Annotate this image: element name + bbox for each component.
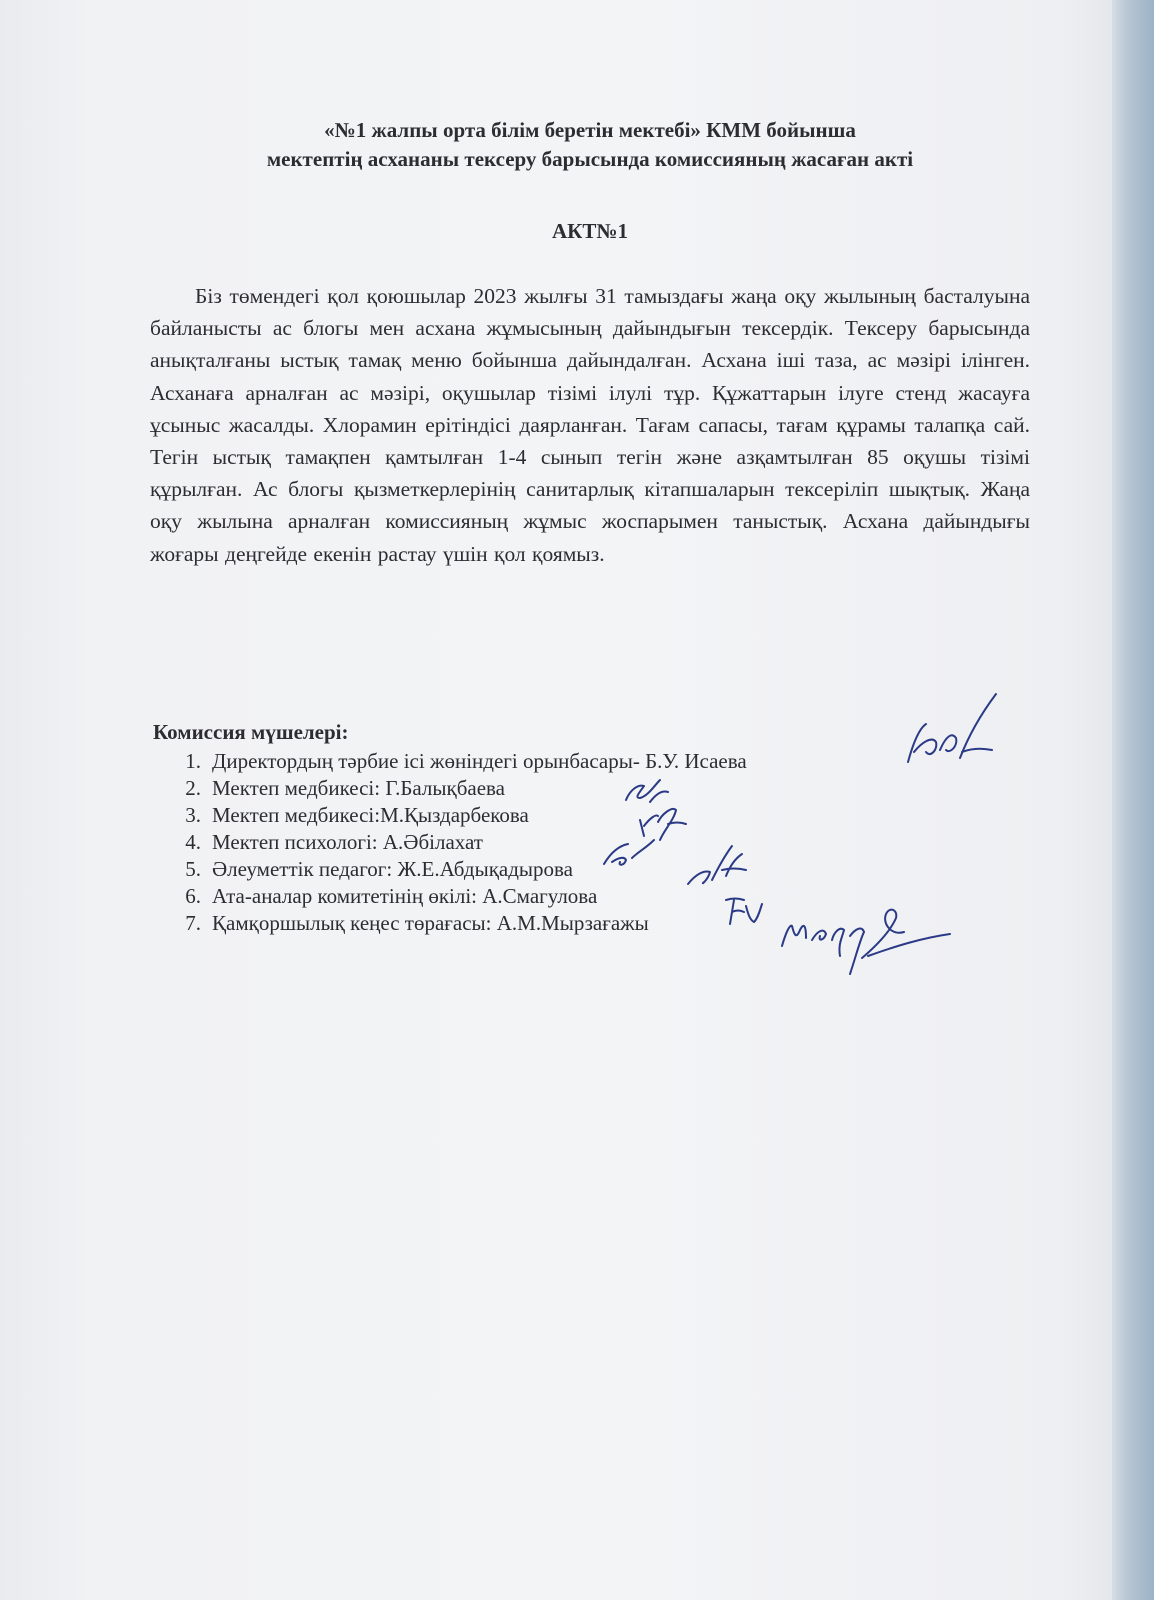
member-item-1 xyxy=(172,748,747,775)
signature-6 xyxy=(718,892,768,930)
signature-4 xyxy=(598,832,660,872)
member-text: Мектеп медбикесі:М.Қыздарбекова xyxy=(212,803,529,827)
commission-members-heading: Комиссия мүшелері: xyxy=(153,720,349,744)
document-title-line-2: мектептің асхананы тексеру барысында комиссияның жасаған акті xyxy=(266,147,914,171)
member-item-6 xyxy=(172,883,747,910)
member-text: Мектеп психологі: А.Әбілахат xyxy=(212,830,483,854)
member-number: 2. xyxy=(185,776,201,800)
member-text: Мектеп медбикесі: Г.Балықбаева xyxy=(212,776,505,800)
signature-5 xyxy=(682,840,752,892)
member-text: Ата-аналар комитетінің өкілі: А.Смагулова xyxy=(212,884,598,908)
member-number: 4. xyxy=(185,830,201,854)
member-number: 3. xyxy=(185,803,201,827)
signature-7 xyxy=(772,896,962,986)
act-number-heading: АКТ№1 xyxy=(551,219,628,243)
member-number: 5. xyxy=(185,857,201,881)
document-title-line-1: «№1 жалпы орта білім беретін мектебі» КММ бойынша xyxy=(324,118,856,142)
member-text: Қамқоршылық кеңес төрағасы: А.М.Мырзағажы xyxy=(212,911,649,935)
signature-1 xyxy=(900,692,1010,782)
member-number: 6. xyxy=(185,884,201,908)
member-number: 7. xyxy=(185,911,201,935)
member-item-7 xyxy=(172,910,747,937)
member-text: Әлеуметтік педагог: Ж.Е.Абдықадырова xyxy=(212,857,573,881)
member-number: 1. xyxy=(185,749,201,773)
act-body-paragraph: Біз төмендегі қол қоюшылар 2023 жылғы 31 тамыздағы жаңа оқу жылының басталуына байланысты ас блогы мен асхана жұмысының дайындығын тексердік. Тексеру барысында анықталғаны ыстық тамақ меню бойынша дайындалған. Асхана іші таза, ас мәзірі ілінген. Асханаға арналған ас мәзірі, оқушылар тізімі ілулі тұр. Құжаттарын ілуге стенд жасауға ұсыныс жасалды. Хлорамин ерітіндісі даярланған. Тағам сапасы, тағам құрамы талапқа сай. Тегін ыстық тамақпен қамтылған 1-4 сынып тегін және азқамтылған 85 оқушы тізімі құрылған. Ас блогы қызметкерлерінің санитарлық кітапшаларын тексеріліп шықтық. Жаңа оқу жылына арналған комиссияның жұмыс жоспарымен таныстық. Асхана дайындығы жоғары деңгейде екенін растау үшін қол қоямыз. xyxy=(150,284,1030,566)
member-item-5 xyxy=(172,856,747,883)
member-text: Директордың тәрбие ісі жөніндегі орынбасары- Б.У. Исаева xyxy=(212,749,747,773)
